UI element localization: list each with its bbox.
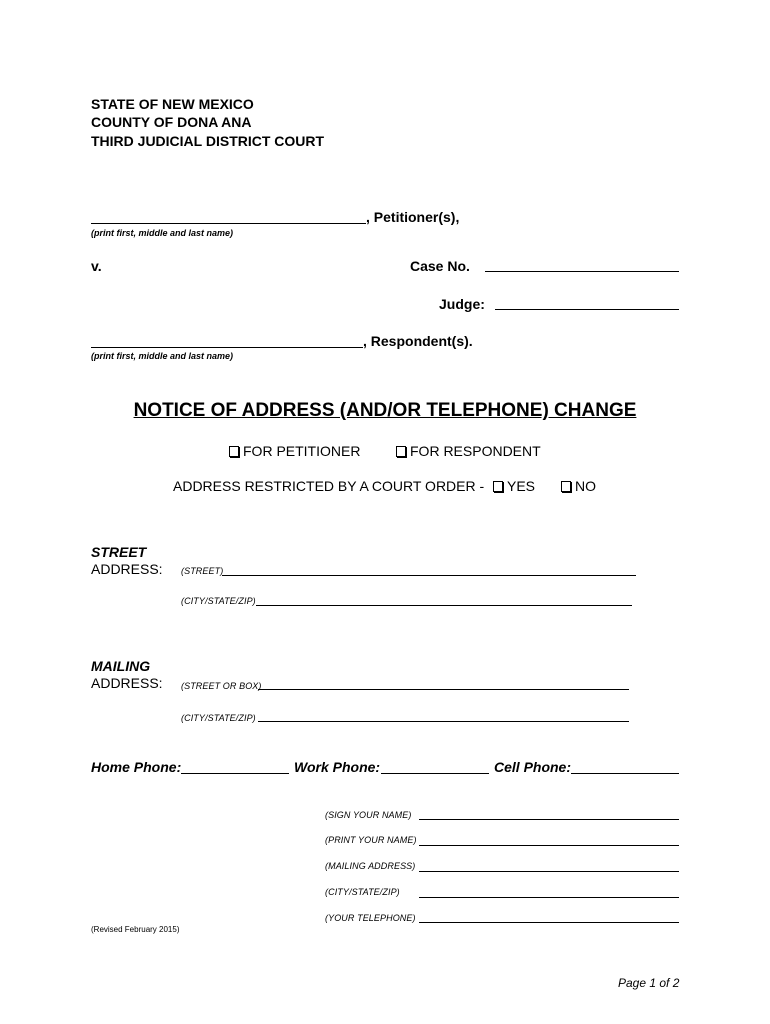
checkbox-icon[interactable]	[396, 446, 406, 457]
restricted-label: ADDRESS RESTRICTED BY A COURT ORDER -	[173, 478, 485, 494]
case-no-line[interactable]	[485, 271, 679, 272]
mailing-address-hint: (MAILING ADDRESS)	[325, 861, 416, 871]
street-city-hint: (CITY/STATE/ZIP)	[181, 596, 256, 606]
street-heading: STREET	[91, 544, 147, 560]
home-phone-line[interactable]	[181, 773, 289, 774]
no-option[interactable]	[561, 478, 596, 494]
print-name-hint: (PRINT YOUR NAME)	[325, 835, 417, 845]
for-petitioner-label: FOR PETITIONER	[243, 443, 361, 459]
mailing-street-hint: (STREET OR BOX)	[181, 681, 262, 691]
respondent-name-hint: (print first, middle and last name)	[91, 351, 234, 361]
versus-label: v.	[91, 258, 102, 274]
no-label: NO	[575, 478, 596, 494]
print-name-line[interactable]	[419, 845, 679, 846]
telephone-line[interactable]	[419, 922, 679, 923]
yes-label: YES	[507, 478, 536, 494]
for-respondent-option[interactable]	[396, 443, 541, 459]
sign-name-line[interactable]	[419, 819, 679, 820]
judge-label: Judge:	[439, 296, 485, 312]
judge-line[interactable]	[495, 309, 679, 310]
city-state-zip-hint: (CITY/STATE/ZIP)	[325, 887, 400, 897]
work-phone-line[interactable]	[381, 773, 489, 774]
mailing-city-line[interactable]	[258, 721, 629, 722]
street-address-label: ADDRESS:	[91, 561, 163, 577]
court-heading: THIRD JUDICIAL DISTRICT COURT	[91, 133, 325, 149]
page-number: Page 1 of 2	[618, 976, 680, 990]
checkbox-icon[interactable]	[561, 481, 571, 492]
state-heading: STATE OF NEW MEXICO	[91, 96, 254, 112]
petitioner-label: , Petitioner(s),	[366, 209, 460, 225]
for-respondent-label: FOR RESPONDENT	[410, 443, 541, 459]
mailing-city-hint: (CITY/STATE/ZIP)	[181, 713, 256, 723]
petitioner-name-hint: (print first, middle and last name)	[91, 228, 234, 238]
home-phone-label: Home Phone:	[91, 759, 182, 775]
county-heading: COUNTY OF DONA ANA	[91, 114, 252, 130]
mailing-street-line[interactable]	[258, 689, 629, 690]
sign-name-hint: (SIGN YOUR NAME)	[325, 810, 412, 820]
mailing-heading: MAILING	[91, 658, 151, 674]
street-hint: (STREET)	[181, 566, 224, 576]
document-title: NOTICE OF ADDRESS (AND/OR TELEPHONE) CHANGE	[133, 400, 637, 421]
street-city-line[interactable]	[256, 605, 632, 606]
mailing-address-line[interactable]	[419, 871, 679, 872]
for-petitioner-option[interactable]	[229, 443, 360, 459]
checkbox-icon[interactable]	[229, 446, 239, 457]
respondent-name-line[interactable]	[91, 347, 363, 348]
work-phone-label: Work Phone:	[294, 759, 381, 775]
city-state-zip-line[interactable]	[419, 897, 679, 898]
petitioner-name-line[interactable]	[91, 223, 366, 224]
yes-option[interactable]	[493, 478, 535, 494]
revision-note: (Revised February 2015)	[91, 925, 180, 934]
case-no-label: Case No.	[410, 258, 470, 274]
cell-phone-label: Cell Phone:	[494, 759, 572, 775]
cell-phone-line[interactable]	[571, 773, 679, 774]
street-line[interactable]	[222, 575, 636, 576]
respondent-label: , Respondent(s).	[363, 333, 473, 349]
checkbox-icon[interactable]	[493, 481, 503, 492]
mailing-address-label: ADDRESS:	[91, 675, 163, 691]
telephone-hint: (YOUR TELEPHONE)	[325, 913, 416, 923]
